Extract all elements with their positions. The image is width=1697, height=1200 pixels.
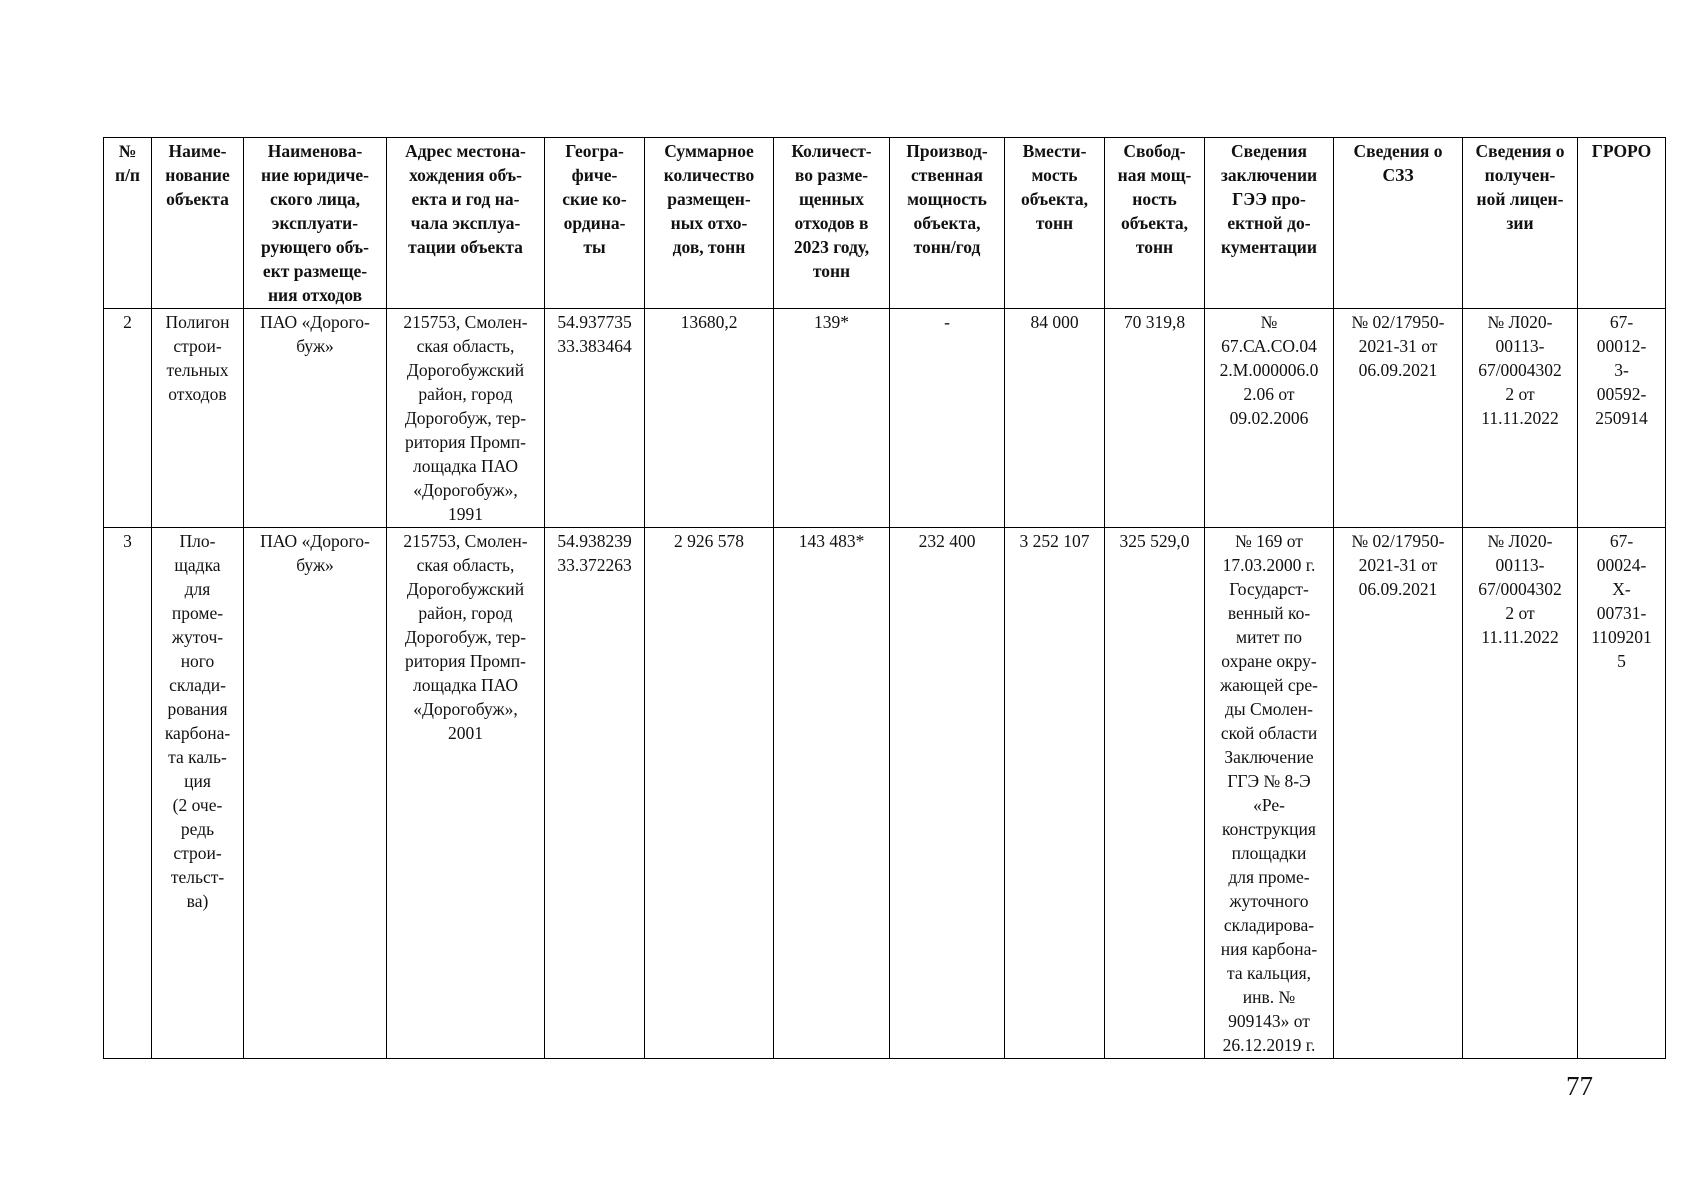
header-free-capacity: Свобод- ная мощ- ность объекта, тонн xyxy=(1105,138,1205,309)
header-address: Адрес местона- хождения объ- екта и год на- чала эксплуа- тации объекта xyxy=(387,138,545,309)
cell-coords: 54.937735 33.383464 xyxy=(545,309,645,528)
cell-coords: 54.938239 33.372263 xyxy=(545,528,645,1059)
cell-free-capacity: 325 529,0 xyxy=(1105,528,1205,1059)
cell-capacity: 232 400 xyxy=(890,528,1005,1059)
waste-facility-table xyxy=(103,137,1666,1059)
cell-num: 3 xyxy=(104,528,152,1059)
cell-total-waste: 13680,2 xyxy=(645,309,774,528)
header-license: Сведения о получен- ной лицен- зии xyxy=(1463,138,1578,309)
cell-address: 215753, Смолен- ская область, Дорогобужский район, город Дорогобуж, тер- ритория Промп- лощадка ПАО «Дорогобуж», 1991 xyxy=(387,309,545,528)
header-legal-entity: Наименова- ние юридиче- ского лица, эксплуати- рующего объ- ект размеще- ния отходов xyxy=(244,138,387,309)
header-gee: Сведения заключении ГЭЭ про- ектной до- кументации xyxy=(1205,138,1334,309)
cell-name: Пло- щадка для проме- жуточ- ного склади- рования карбона- та каль- ция (2 оче- редь строи- тельст- ва) xyxy=(152,528,244,1059)
table-row xyxy=(104,528,1666,1059)
cell-address: 215753, Смолен- ская область, Дорогобужский район, город Дорогобуж, тер- ритория Промп- лощадка ПАО «Дорогобуж», 2001 xyxy=(387,528,545,1059)
table-row xyxy=(104,309,1666,528)
cell-groro: 67- 00012- 3- 00592- 250914 xyxy=(1578,309,1666,528)
header-groro: ГРОРО xyxy=(1578,138,1666,309)
cell-total-waste: 2 926 578 xyxy=(645,528,774,1059)
header-total-waste: Суммарное количество размещен- ных отхо- дов, тонн xyxy=(645,138,774,309)
cell-volume: 84 000 xyxy=(1005,309,1105,528)
cell-capacity: - xyxy=(890,309,1005,528)
header-coords: Геогра- фиче- ские ко- ордина- ты xyxy=(545,138,645,309)
cell-legal-entity: ПАО «Дорого- буж» xyxy=(244,309,387,528)
cell-legal-entity: ПАО «Дорого- буж» xyxy=(244,528,387,1059)
cell-szz: № 02/17950- 2021-31 от 06.09.2021 xyxy=(1334,309,1463,528)
cell-gee: № 169 от 17.03.2000 г. Государст- венный ко- митет по охране окру- жающей сре- ды Смолен- ской области Заключение ГГЭ № 8-Э «Ре- конструкция площадки для проме- жуточного складирова- ния карбона- та кальция, инв. № 909143» от 26.12.2019 г. xyxy=(1205,528,1334,1059)
cell-license: № Л020- 00113- 67/0004302 2 от 11.11.2022 xyxy=(1463,528,1578,1059)
cell-name: Полигон строи- тельных отходов xyxy=(152,309,244,528)
cell-gee: № 67.СА.СО.04 2.М.000006.0 2.06 от 09.02.2006 xyxy=(1205,309,1334,528)
header-waste-2023: Количест- во разме- щенных отходов в 2023 году, тонн xyxy=(774,138,890,309)
header-szz: Сведения о СЗЗ xyxy=(1334,138,1463,309)
cell-num: 2 xyxy=(104,309,152,528)
cell-groro: 67- 00024- Х- 00731- 1109201 5 xyxy=(1578,528,1666,1059)
table-header-row xyxy=(104,138,1666,309)
header-name: Наиме- нование объекта xyxy=(152,138,244,309)
header-num: № п/п xyxy=(104,138,152,309)
page-number: 77 xyxy=(1566,1071,1593,1101)
cell-volume: 3 252 107 xyxy=(1005,528,1105,1059)
cell-waste-2023: 139* xyxy=(774,309,890,528)
header-capacity: Производ- ственная мощность объекта, тонн/год xyxy=(890,138,1005,309)
cell-waste-2023: 143 483* xyxy=(774,528,890,1059)
header-volume: Вмести- мость объекта, тонн xyxy=(1005,138,1105,309)
cell-free-capacity: 70 319,8 xyxy=(1105,309,1205,528)
cell-license: № Л020- 00113- 67/0004302 2 от 11.11.2022 xyxy=(1463,309,1578,528)
cell-szz: № 02/17950- 2021-31 от 06.09.2021 xyxy=(1334,528,1463,1059)
